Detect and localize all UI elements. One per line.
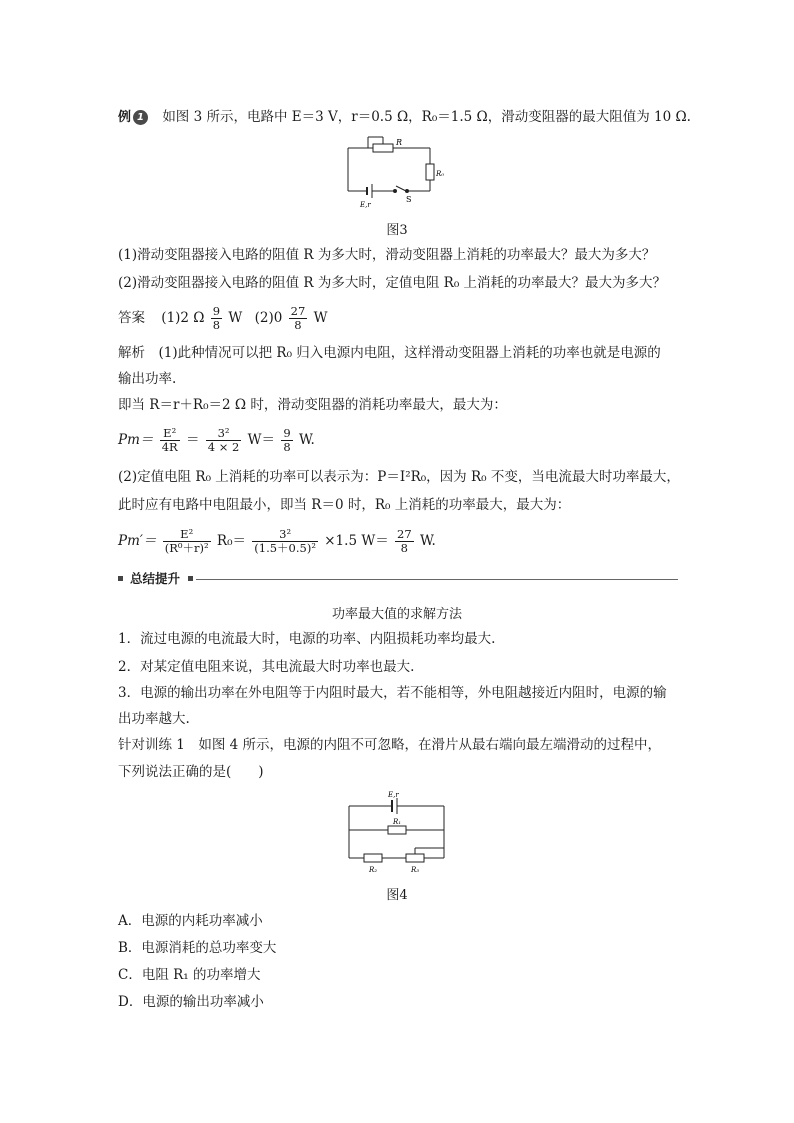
analysis-line-3: 即当 R＝r＋R₀＝2 Ω 时，滑动变阻器的消耗功率最大，最大为： xyxy=(118,397,507,413)
resistor-R0 xyxy=(426,164,434,180)
example-stem: 如图 3 所示，电路中 E＝3 V，r＝0.5 Ω，R₀＝1.5 Ω，滑动变阻器的最大阻值为 10 Ω. xyxy=(162,109,691,125)
training-line-1: 针对训练 1 如图 4 所示，电源的内阻不可忽略，在滑片从最右端向最左端滑动的过程中， xyxy=(118,737,662,753)
fraction-numerator: 27 xyxy=(290,304,306,318)
bullet-square-icon xyxy=(118,576,123,581)
eq2-lhs: Pm′＝ xyxy=(118,533,157,549)
eq1-equals: ＝ xyxy=(185,432,200,448)
answer-part-2: (2)0 xyxy=(254,310,283,326)
answer-unit-2: W xyxy=(313,310,328,326)
figure-4-caption: 图4 xyxy=(386,888,408,903)
eq2-mid-2: ×1.5 W＝ xyxy=(324,533,389,549)
analysis-line-5: 此时应有电路中电阻最小，即当 R＝0 时，R₀ 上消耗的功率最大，最大为： xyxy=(118,497,571,513)
fraction-denominator: 8 xyxy=(294,318,302,332)
eq2-fraction-b xyxy=(252,528,318,555)
label-R: R xyxy=(396,138,403,147)
fraction-numerator: E² xyxy=(160,427,180,441)
question-2: (2)滑动变阻器接入电路的阻值 R 为多大时，定值电阻 R₀ 上消耗的功率最大？最大为多大？ xyxy=(118,275,667,291)
answer-label: 答案 xyxy=(118,310,145,326)
label-R2: R₂ xyxy=(369,866,378,874)
resistor-R3 xyxy=(406,854,424,862)
summary-heading: 总结提升 xyxy=(130,571,181,586)
equation-2 xyxy=(118,522,436,560)
answer-line xyxy=(118,302,327,334)
bullet-square-icon xyxy=(188,576,193,581)
summary-point-1: 1．流过电源的电流最大时，电源的功率、内阻损耗功率均最大. xyxy=(118,631,496,647)
answer-unit-1: W xyxy=(228,310,243,326)
figure-4-circuit xyxy=(344,790,448,876)
analysis-line-1: 解析 (1)此种情况可以把 R₀ 归入电源内电阻，这样滑动变阻器上消耗的功率也就是电源的 xyxy=(118,345,661,361)
resistor-R1 xyxy=(388,826,406,834)
summary-point-3: 3．电源的输出功率在外电阻等于内阻时最大，若不能相等，外电阻越接近内阻时，电源的输 xyxy=(118,685,667,701)
fraction-numerator: 3² xyxy=(252,528,318,542)
section-divider xyxy=(196,579,678,580)
question-1: (1)滑动变阻器接入电路的阻值 R 为多大时，滑动变阻器上消耗的功率最大？最大为多大？ xyxy=(118,247,656,263)
eq1-fraction-a xyxy=(160,427,180,454)
training-line-2: 下列说法正确的是( ) xyxy=(118,764,264,780)
fraction-denominator: 8 xyxy=(212,318,221,332)
label-R0: R₀ xyxy=(436,170,445,178)
example-number-badge: 1 xyxy=(133,110,148,125)
fraction-numerator: E² xyxy=(163,528,211,542)
eq2-fraction-c xyxy=(395,528,414,555)
eq1-fraction-b xyxy=(206,427,242,454)
eq1-lhs: Pm＝ xyxy=(118,432,154,448)
eq1-end: W. xyxy=(298,432,315,448)
answer-part-1: (1)2 Ω xyxy=(161,310,205,326)
summary-point-3-cont: 出功率越大. xyxy=(118,711,190,727)
fraction-denominator: 4 × 2 xyxy=(207,440,240,454)
answer-fraction-1 xyxy=(211,305,222,332)
summary-title: 功率最大值的求解方法 xyxy=(331,607,462,622)
figure-3-caption: 图3 xyxy=(386,223,408,238)
eq1-mid: W＝ xyxy=(247,432,276,448)
resistor-R xyxy=(373,144,393,152)
fraction-denominator: 8 xyxy=(400,541,408,555)
fraction-numerator: 3² xyxy=(206,427,242,441)
fraction-denominator: 4R xyxy=(161,440,178,454)
label-switch: S xyxy=(406,195,412,204)
fraction-denominator: (1.5＋0.5)² xyxy=(254,541,316,555)
eq2-mid-1: R₀＝ xyxy=(216,533,246,549)
label-R3: R₃ xyxy=(411,866,420,874)
equation-1 xyxy=(118,422,315,458)
label-source: E,r xyxy=(360,201,371,209)
analysis-line-4: (2)定值电阻 R₀ 上消耗的功率可以表示为：P＝I²R₀，因为 R₀ 不变，当电流最大时功率最大， xyxy=(118,469,680,485)
eq1-fraction-c xyxy=(281,427,292,454)
fraction-denominator: 8 xyxy=(283,440,291,454)
resistor-R2 xyxy=(364,854,382,862)
fraction-numerator: 9 xyxy=(212,304,221,318)
figure-3-circuit xyxy=(340,134,450,212)
example-label: 例 xyxy=(118,110,132,125)
eq2-fraction-a xyxy=(163,528,211,555)
fraction-numerator: 9 xyxy=(283,426,291,440)
answer-fraction-2 xyxy=(289,305,308,332)
switch-S xyxy=(396,186,406,191)
analysis-line-2: 输出功率. xyxy=(118,371,177,387)
example-stem-line xyxy=(118,108,691,127)
summary-section-header xyxy=(118,571,678,587)
eq2-end: W. xyxy=(419,533,436,549)
option-b: B．电源消耗的总功率变大 xyxy=(118,940,277,956)
option-c: C．电阻 R₁ 的功率增大 xyxy=(118,967,261,983)
label-source: E,r xyxy=(388,791,399,799)
summary-point-2: 2．对某定值电阻来说，其电流最大时功率也最大. xyxy=(118,659,415,675)
label-R1: R₁ xyxy=(393,818,402,826)
option-d: D．电源的输出功率减小 xyxy=(118,994,264,1010)
fraction-numerator: 27 xyxy=(397,527,412,541)
fraction-denominator: (R⁰＋r)² xyxy=(164,541,209,555)
option-a: A．电源的内耗功率减小 xyxy=(118,913,263,929)
